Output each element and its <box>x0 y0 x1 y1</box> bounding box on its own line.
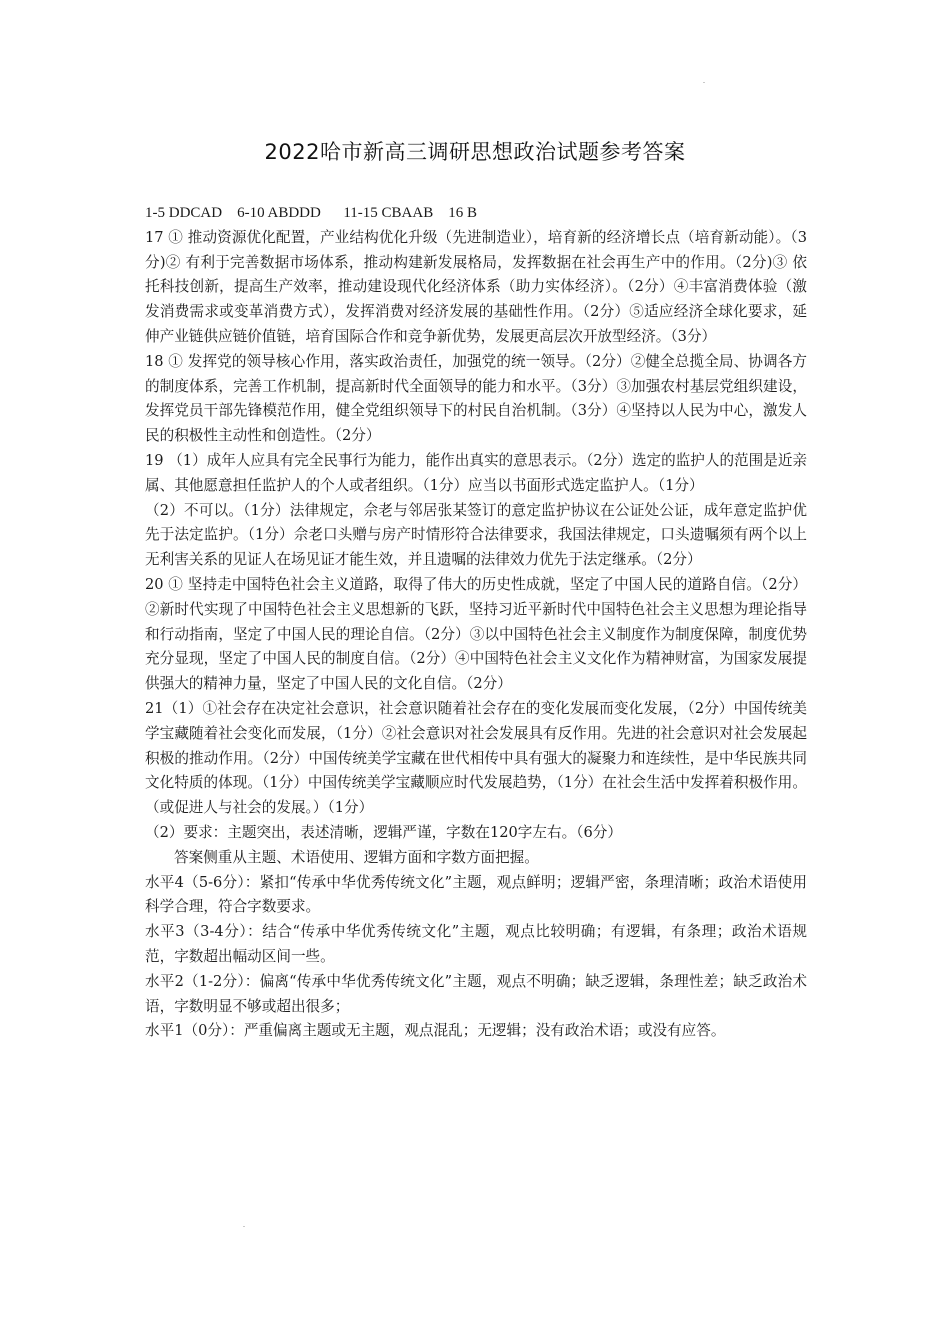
grading-note: 答案侧重从主题、术语使用、逻辑方面和字数方面把握。 <box>174 848 539 866</box>
answer-17: 17 ① 推动资源优化配置，产业结构优化升级（先进制造业），培育新的经济增长点（培育新动能）。（3分)② 有利于完善数据市场体系，推动构建新发展格局，发挥数据在社会再生产中的作用。（2分)③ 依托科技创新，提高生产效率，推动建设现代化经济体系（助力实体经济）。（2分）④丰富消费体验（激发消费需求或变革消费方式），发挥消费对经济发展的基础性作用。（2分）⑤适应经济全球化要求，延伸产业链供应链价值链，培育国际合作和竞争新优势，发展更高层次开放型经济。（3分） <box>145 228 807 345</box>
scan-speck <box>703 82 705 83</box>
answer-21-part-2: （2）要求：主题突出，表述清晰，逻辑严谨，字数在120字左右。（6分） <box>145 823 622 841</box>
grading-level-3: 水平3（3-4分）：结合“传承中华优秀传统文化”主题，观点比较明确；有逻辑，有条理；政治术语规范，字数超出幅动区间一些。 <box>145 923 807 965</box>
document-title: 2022哈市新高三调研思想政治试题参考答案 <box>264 140 686 164</box>
multiple-choice-answers: 1-5 DDCAD 6-10 ABDDD 11-15 CBAAB 16 B <box>145 205 477 221</box>
answer-body <box>145 201 807 1044</box>
answer-19-part-1: 19 （1）成年人应具有完全民事行为能力，能作出真实的意思表示。（2分）选定的监护人的范围是近亲属、其他愿意担任监护人的个人或者组织。（1分）应当以书面形式选定监护人。（1分） <box>145 451 808 494</box>
answer-20: 20 ① 坚持走中国特色社会主义道路，取得了伟大的历史性成就，坚定了中国人民的道路自信。（2分）②新时代实现了中国特色社会主义思想新的飞跃，坚持习近平新时代中国特色社会主义思想为理论指导和行动指南，坚定了中国人民的理论自信。（2分）③以中国特色社会主义制度作为制度保障，制度优势充分显现，坚定了中国人民的制度自信。（2分）④中国特色社会主义文化作为精神财富，为国家发展提供强大的精神力量，坚定了中国人民的文化自信。（2分） <box>145 575 807 693</box>
grading-level-2: 水平2（1-2分）：偏离“传承中华优秀传统文化”主题，观点不明确；缺乏逻辑，条理性差；缺乏政治术语，字数明显不够或超出很多； <box>145 972 807 1015</box>
grading-level-4: 水平4（5-6分）：紧扣“传承中华优秀传统文化”主题，观点鲜明；逻辑严密，条理清晰；政治术语使用科学合理，符合字数要求。 <box>145 873 807 916</box>
scan-speck <box>243 1226 245 1227</box>
answer-19-part-2: （2）不可以。（1分）法律规定，佘老与邻居张某签订的意定监护协议在公证处公证，成年意定监护优先于法定监护。（1分）佘老口头赠与房产时情形符合法律要求，我国法律规定，口头遗嘱须有两个以上无利害关系的见证人在场见证才能生效，并且遗嘱的法律效力优先于法定继承。（2分） <box>145 501 807 569</box>
answer-21-part-1: 21（1）①社会存在决定社会意识，社会意识随着社会存在的变化发展而变化发展，（2分）中国传统美学宝藏随着社会变化而发展，（1分）②社会意识对社会发展具有反作用。先进的社会意识对社会发展起积极的推动作用。（2分）中国传统美学宝藏在世代相传中具有强大的凝聚力和连续性，是中华民族共同文化特质的体现。（1分）中国传统美学宝藏顺应时代发展趋势，（1分）在社会生活中发挥着积极作用。（或促进人与社会的发展。）（1分） <box>145 699 807 817</box>
answer-18: 18 ① 发挥党的领导核心作用，落实政治责任，加强党的统一领导。（2分）②健全总揽全局、协调各方的制度体系，完善工作机制，提高新时代全面领导的能力和水平。（3分）③加强农村基层党组织建设，发挥党员干部先锋模范作用，健全党组织领导下的村民自治机制。（3分）④坚持以人民为中心，激发人民的积极性主动性和创造性。（2分） <box>145 352 807 445</box>
grading-level-1: 水平1（0分）：严重偏离主题或无主题，观点混乱；无逻辑；没有政治术语；或没有应答。 <box>145 1022 726 1040</box>
